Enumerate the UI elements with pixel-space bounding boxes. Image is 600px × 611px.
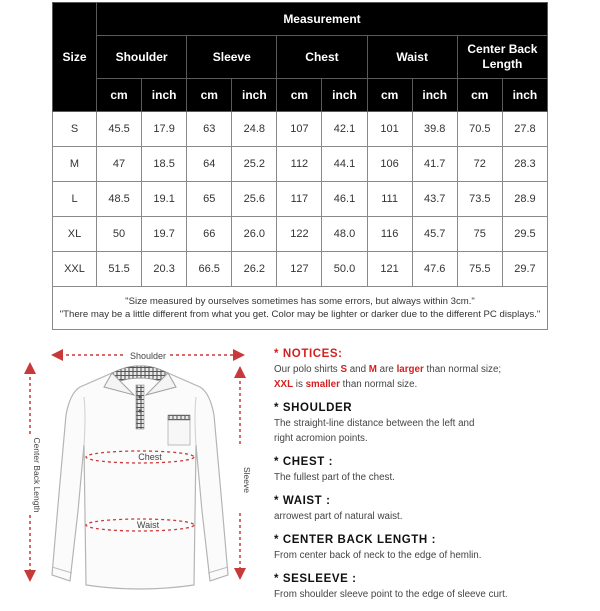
- measurement-cell: 50: [97, 217, 142, 252]
- measurement-cell: 25.2: [232, 147, 277, 182]
- measurement-cell: 48.0: [322, 217, 367, 252]
- unit-header: cm: [457, 79, 502, 112]
- size-m-highlight: M: [368, 364, 377, 375]
- notices-line-2: [274, 377, 594, 392]
- notices-text: than normal size.: [339, 379, 418, 390]
- larger-highlight: larger: [396, 364, 424, 375]
- unit-header: cm: [97, 79, 142, 112]
- measurement-cell: 18.5: [142, 147, 187, 182]
- definition-text: right acromion points.: [274, 433, 368, 444]
- measurement-cell: 50.0: [322, 252, 367, 287]
- measurement-cell: 122: [277, 217, 322, 252]
- size-cell: S: [53, 112, 97, 147]
- definition-center-back-length: [274, 533, 594, 563]
- measurement-cell: 112: [277, 147, 322, 182]
- definition-text: From shoulder sleeve point to the edge of sleeve curt.: [274, 589, 508, 600]
- measurement-cell: 45.7: [412, 217, 457, 252]
- measurement-cell: 39.8: [412, 112, 457, 147]
- polo-shirt-illustration: [0, 335, 270, 600]
- unit-header: inch: [412, 79, 457, 112]
- measurement-cell: 46.1: [322, 182, 367, 217]
- definition-heading: * SESLEEVE :: [274, 573, 357, 585]
- measurement-cell: 63: [187, 112, 232, 147]
- column-header-chest: Chest: [277, 36, 367, 79]
- notices-text: than normal size;: [423, 364, 502, 375]
- size-s-highlight: S: [340, 364, 347, 375]
- definition-waist: [274, 494, 594, 524]
- definition-heading: * CHEST :: [274, 456, 334, 468]
- notices-text: is: [293, 379, 306, 390]
- table-row: [53, 147, 548, 182]
- shoulder-label: Shoulder: [129, 351, 167, 361]
- measurement-cell: 111: [367, 182, 412, 217]
- measurement-cell: 20.3: [142, 252, 187, 287]
- measurement-cell: 64: [187, 147, 232, 182]
- measurement-cell: 42.1: [322, 112, 367, 147]
- note-line-2: "There may be a little different from what you get. Color may be lighter or darker due to the different PC displays.": [59, 309, 541, 320]
- definition-text: arrowest part of natural waist.: [274, 511, 403, 522]
- measurement-cell: 65: [187, 182, 232, 217]
- definition-chest: [274, 455, 594, 485]
- measurement-cell: 73.5: [457, 182, 502, 217]
- table-row: [53, 252, 548, 287]
- smaller-highlight: smaller: [305, 379, 340, 390]
- measurement-cell: 44.1: [322, 147, 367, 182]
- unit-header: cm: [367, 79, 412, 112]
- table-row: [53, 112, 548, 147]
- measurement-cell: 121: [367, 252, 412, 287]
- measurement-cell: 43.7: [412, 182, 457, 217]
- shirt-measurement-diagram: [0, 335, 270, 600]
- measurement-cell: 19.1: [142, 182, 187, 217]
- sleeve-label: Sleeve: [242, 467, 252, 493]
- measurement-cell: 29.7: [502, 252, 547, 287]
- measurement-cell: 26.0: [232, 217, 277, 252]
- measurement-cell: 19.7: [142, 217, 187, 252]
- waist-label: Waist: [136, 520, 160, 530]
- measurement-cell: 66: [187, 217, 232, 252]
- shirt-body: [52, 366, 228, 589]
- column-header-waist: Waist: [367, 36, 457, 79]
- notices-block: [274, 347, 594, 392]
- definition-heading: * SHOULDER: [274, 402, 353, 414]
- measurement-cell: 24.8: [232, 112, 277, 147]
- measurement-cell: 101: [367, 112, 412, 147]
- notices-line-1: [274, 362, 594, 377]
- measurement-cell: 41.7: [412, 147, 457, 182]
- measurement-cell: 127: [277, 252, 322, 287]
- unit-header: inch: [142, 79, 187, 112]
- measurement-cell: 47.6: [412, 252, 457, 287]
- measurement-cell: 51.5: [97, 252, 142, 287]
- measurement-title: Measurement: [97, 3, 548, 36]
- measurement-cell: 75: [457, 217, 502, 252]
- unit-header: cm: [277, 79, 322, 112]
- notices-text: and: [346, 364, 369, 375]
- measurement-cell: 25.6: [232, 182, 277, 217]
- measurement-cell: 117: [277, 182, 322, 217]
- column-header-sleeve: Sleeve: [187, 36, 277, 79]
- measurement-cell: 48.5: [97, 182, 142, 217]
- table-row: [53, 182, 548, 217]
- table-notes: [53, 287, 548, 330]
- column-header-center-back-length: Center Back Length: [457, 36, 547, 79]
- unit-header: inch: [322, 79, 367, 112]
- unit-header: cm: [187, 79, 232, 112]
- notices-text: are: [376, 364, 397, 375]
- definition-text: From center back of neck to the edge of hemlin.: [274, 550, 482, 561]
- measurement-cell: 17.9: [142, 112, 187, 147]
- measurement-cell: 26.2: [232, 252, 277, 287]
- measurement-cell: 27.8: [502, 112, 547, 147]
- table-row: [53, 217, 548, 252]
- size-xxl-highlight: XXL: [274, 379, 294, 390]
- definition-text: The straight-line distance between the left and: [274, 418, 475, 429]
- size-column-header: Size: [53, 3, 97, 112]
- definition-heading: * WAIST :: [274, 495, 331, 507]
- measurement-cell: 106: [367, 147, 412, 182]
- measurement-cell: 70.5: [457, 112, 502, 147]
- note-line-1: "Size measured by ourselves sometimes has some errors, but always within 3cm.": [125, 296, 475, 307]
- measurement-cell: 47: [97, 147, 142, 182]
- size-cell: XXL: [53, 252, 97, 287]
- notes-panel: [274, 347, 594, 611]
- measurement-cell: 66.5: [187, 252, 232, 287]
- size-cell: M: [53, 147, 97, 182]
- measurement-cell: 28.9: [502, 182, 547, 217]
- notices-heading: * NOTICES:: [274, 348, 343, 360]
- unit-header: inch: [232, 79, 277, 112]
- measurement-cell: 75.5: [457, 252, 502, 287]
- definition-shoulder: [274, 401, 594, 446]
- measurement-cell: 45.5: [97, 112, 142, 147]
- chest-label: Chest: [138, 452, 162, 462]
- notices-text: Our polo shirts: [274, 364, 341, 375]
- unit-header: inch: [502, 79, 547, 112]
- back-length-label: Center Back Length: [32, 437, 42, 513]
- column-header-shoulder: Shoulder: [97, 36, 187, 79]
- measurement-cell: 107: [277, 112, 322, 147]
- definition-text: The fullest part of the chest.: [274, 472, 395, 483]
- size-chart-table: [52, 2, 548, 330]
- measurement-cell: 116: [367, 217, 412, 252]
- size-cell: XL: [53, 217, 97, 252]
- definition-sleeve: [274, 572, 594, 602]
- measurement-cell: 29.5: [502, 217, 547, 252]
- size-cell: L: [53, 182, 97, 217]
- measurement-cell: 28.3: [502, 147, 547, 182]
- definition-heading: * CENTER BACK LENGTH :: [274, 534, 437, 546]
- measurement-cell: 72: [457, 147, 502, 182]
